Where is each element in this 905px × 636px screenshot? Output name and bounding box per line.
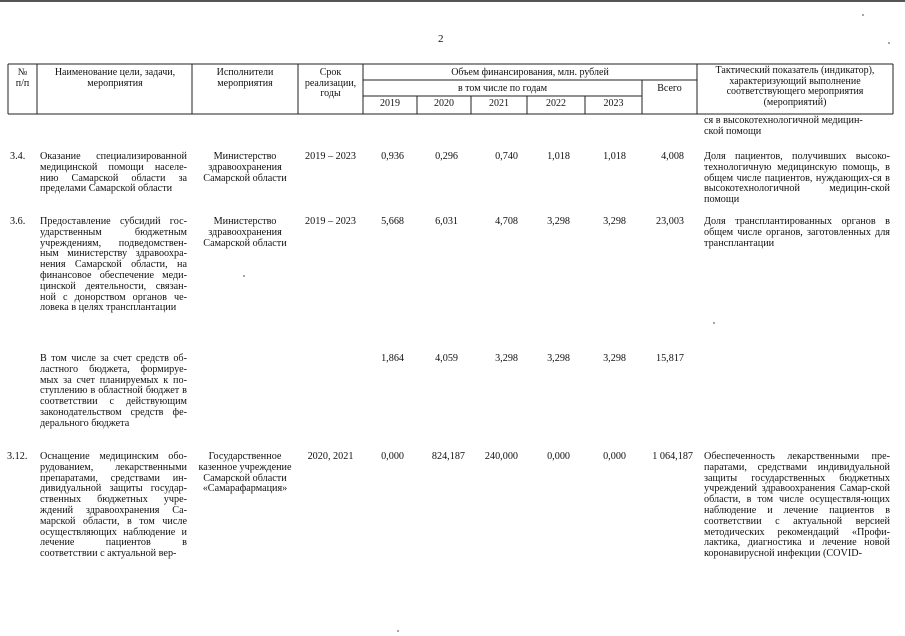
- row-term: 2020, 2021: [307, 451, 354, 462]
- row-value-2022: 3,298: [547, 353, 570, 364]
- header-year-2019: 2019: [380, 98, 400, 109]
- row-value-2021: 0,740: [495, 151, 518, 162]
- row-value-2023: 1,018: [603, 151, 626, 162]
- row-value-2021: 3,298: [495, 353, 518, 364]
- row-num: 3.6.: [10, 216, 26, 227]
- row-value-2019: 5,668: [381, 216, 404, 227]
- scan-speck: [243, 275, 245, 277]
- row-num: 3.4.: [10, 151, 26, 162]
- row-name: Оказание специализированной медицинской помощи населе-нию Самарской области за пределами Самарской области: [40, 151, 187, 195]
- scan-speck: [713, 322, 715, 324]
- row-value-2019: 1,864: [381, 353, 404, 364]
- row-term: 2019 – 2023: [305, 151, 356, 162]
- header-name: Наименование цели, задачи, мероприятия: [54, 67, 176, 89]
- row-num: 3.12.: [7, 451, 28, 462]
- row-value-2023: 3,298: [603, 216, 626, 227]
- row-value-2020: 4,059: [435, 353, 458, 364]
- row-value-2022: 1,018: [547, 151, 570, 162]
- header-year-2022: 2022: [546, 98, 566, 109]
- row-value-2022: 0,000: [547, 451, 570, 462]
- header-funding: Объем финансирования, млн. рублей: [451, 67, 609, 78]
- row-value-2020: 824,187: [431, 451, 465, 462]
- header-by-years: в том числе по годам: [457, 83, 548, 94]
- header-year-2020: 2020: [434, 98, 454, 109]
- row-total: 15,817: [655, 353, 684, 364]
- row-total: 23,003: [655, 216, 684, 227]
- row-total: 1 064,187: [652, 451, 693, 462]
- header-executors: Исполнители мероприятия: [216, 67, 274, 89]
- row-executor: Министерство здравоохранения Самарской области: [203, 216, 287, 249]
- row-indicator: Доля пациентов, получивших высоко-технологичную медицинскую помощь, в общем числе пациентов, нуждающих-ся в высокотехнологичной медицин-ской помощи: [704, 151, 890, 206]
- header-year-2023: 2023: [603, 98, 624, 109]
- row-value-2020: 0,296: [435, 151, 458, 162]
- header-year-2021: 2021: [489, 98, 509, 109]
- row-indicator: Доля трансплантированных органов в общем числе органов, заготовленных для трансплантации: [704, 216, 890, 249]
- row-name: Предоставление субсидий гос-ударственным бюджетным учреждениям, подведомствен-ным министерству здравоохра-нения Самарской области, на финансовое обеспечение меди-цинской деятельности, связан-ной с донорством органов че-ловека в целях трансплантации: [40, 216, 187, 314]
- row-value-2019: 0,936: [381, 151, 404, 162]
- row-term: 2019 – 2023: [305, 216, 356, 227]
- indicator-continuation: ся в высокотехнологичной медицин- ской помощи: [704, 115, 863, 137]
- page-number: 2: [438, 33, 444, 45]
- row-value-2021: 4,708: [495, 216, 518, 227]
- header-total: Всего: [657, 83, 682, 94]
- row-value-2020: 6,031: [435, 216, 458, 227]
- row-value-2021: 240,000: [484, 451, 518, 462]
- scan-speck: [397, 630, 399, 632]
- row-name: Оснащение медицинским обо-рудованием, лекарственными препаратами, средствами ин-дивидуальной защиты государ-ственных бюджетных учре-ждений здравоохранения Са-марской области, в том числе осуществляющих наблюдение и лечение пациентов в соответствии с актуальной вер-: [40, 451, 187, 560]
- row-value-2023: 3,298: [603, 353, 626, 364]
- scan-speck: [888, 42, 890, 44]
- row-indicator: Обеспеченность лекарственными пре-паратами, средствами индивидуальной защиты государственных бюджетных учреждений здравоохранения Самар-ской области, в том числе осуществля-ющих наблюдение и лечение пациентов в соответствии с актуальной версией методических рекомендаций «Профи-лактика, диагностика и лечение новой коронавирусной инфекции (COVID-: [704, 451, 890, 560]
- row-executor: Министерство здравоохранения Самарской области: [203, 151, 287, 184]
- row-value-2023: 0,000: [603, 451, 626, 462]
- row-executor: Государственное казенное учреждение Самарской области «Самарафармация»: [198, 451, 292, 495]
- scan-speck: [862, 14, 864, 16]
- row-total: 4,008: [661, 151, 684, 162]
- header-num: № п/п: [15, 67, 30, 89]
- row-value-2022: 3,298: [547, 216, 570, 227]
- header-term: Срок реализации, годы: [304, 67, 357, 100]
- row-name: В том числе за счет средств об-ластного бюджета, формируе-мых за счет планируемых к по-ступлению в областной бюджет в соответствии с действующим законодательством средств фе-дерального бюджета: [40, 353, 187, 429]
- row-value-2019: 0,000: [381, 451, 404, 462]
- header-indicator: Тактический показатель (индикатор), характеризующий выполнение соответствующего мероприятия (мероприятий): [715, 65, 875, 108]
